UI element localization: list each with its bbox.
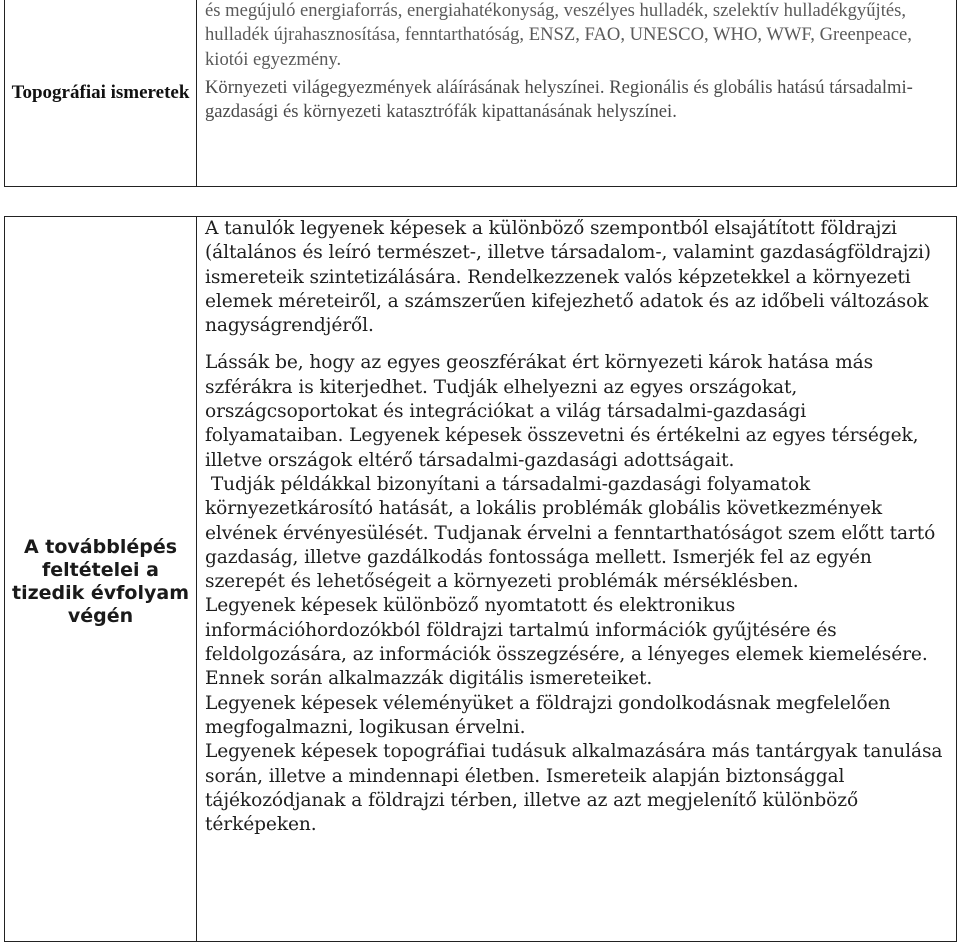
content-paragraph: Legyenek képesek véleményüket a földrajzi gondolkodásnak megfelelően megfogalmazni, logikusan érvelni. bbox=[205, 692, 891, 738]
content-paragraph: A tanulók legyenek képesek a különböző szempontból elsajátított földrajzi (általános és leíró természet-, illetve társadalom-, valamint gazdaságföldrajzi) ismereteik szintetizálására. Rendelkezzenek valós képzetekkel a környezeti elemek méreteiről, a számszerűen kifejezhető adatok és az időbeli változások nagyságrendjéről. bbox=[205, 218, 931, 337]
row-heading-text: A továbblépés feltételei a tizedik évfolyam végén bbox=[11, 536, 189, 627]
topographic-table bbox=[4, 0, 957, 187]
row-heading-text: Topográfiai ismeretek bbox=[11, 82, 190, 103]
content-paragraph: Legyenek képesek topográfiai tudásuk alkalmazására más tantárgyak tanulása során, illetve a mindennapi életben. Ismereteik alapján biztonsággal tájékozódjanak a földrajzi térben, illetve az azt megjelenítő különböző térképeken. bbox=[205, 741, 943, 836]
row-heading-topographic bbox=[5, 0, 197, 187]
row-heading-requirements bbox=[5, 217, 197, 942]
content-paragraph: Legyenek képesek különböző nyomtatott és elektronikus információhordozókból földrajzi tartalmú információk gyűjtésére és feldolgozására, az információk összegzésére, a lényeges elemek kiemelésére. Ennek során alkalmazzák digitális ismereteiket. bbox=[205, 595, 928, 690]
content-paragraph: Lássák be, hogy az egyes geoszférákat ért környezeti károk hatása más szférákra is kiterjedhet. Tudják elhelyezni az egyes országokat, országcsoportokat és integrációkat a világ társadalmi-gazdasági folyamataiban. Legyenek képesek összevetni és értékelni az egyes térségek, illetve országok eltérő társadalmi-gazdasági adottságait. bbox=[205, 352, 919, 471]
content-paragraph: és megújuló energiaforrás, energiahatékonyság, veszélyes hulladék, szelektív hulladékgyűjtés, hulladék újrahasznosítása, fenntarthatóság, ENSZ, FAO, UNESCO, WHO, WWF, Greenpeace, kiotói egyezmény. bbox=[205, 0, 912, 70]
table-row bbox=[5, 217, 957, 942]
requirements-content bbox=[197, 217, 957, 942]
content-paragraph: Környezeti világegyezmények aláírásának helyszínei. Regionális és globális hatású társadalmi-gazdasági és környezeti katasztrófák kipattanásának helyszínei. bbox=[205, 76, 913, 123]
table-row bbox=[5, 0, 957, 187]
requirements-table bbox=[4, 216, 957, 942]
topographic-content bbox=[197, 0, 957, 187]
content-paragraph: Tudják példákkal bizonyítani a társadalmi-gazdasági folyamatok környezetkárosító hatását, a lokális problémák globális következmények elvének érvényesülését. Tudjanak érvelni a fenntarthatóságot szem előtt tartó gazdaság, illetve gazdálkodás fontossága mellett. Ismerjék fel az egyén szerepét és lehetőségeit a környezeti problémák mérséklésben. bbox=[205, 473, 942, 593]
